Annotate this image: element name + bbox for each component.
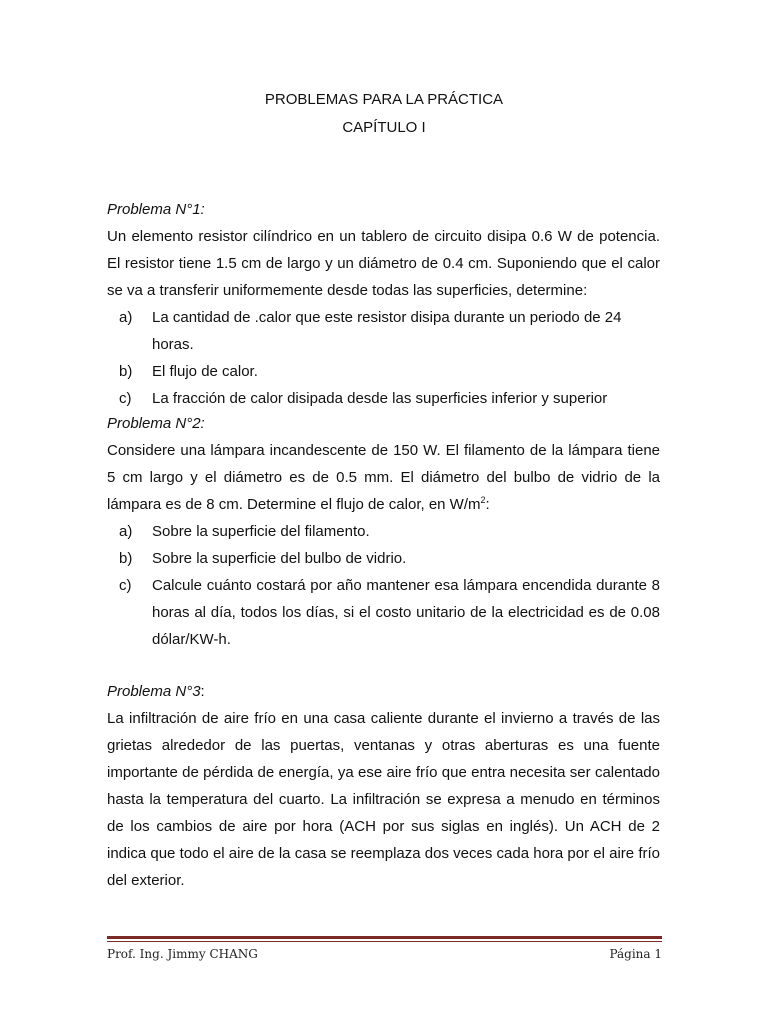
document-title: PROBLEMAS PARA LA PRÁCTICA	[264, 91, 504, 108]
list-item-text: Sobre la superficie del bulbo de vidrio.	[152, 550, 407, 567]
list-item	[107, 358, 660, 385]
list-item	[107, 304, 660, 358]
problem-2	[107, 410, 660, 653]
footer-author: Prof. Ing. Jimmy CHANG	[107, 947, 258, 961]
page-number: Página 1	[609, 947, 662, 961]
list-item-label: a)	[119, 309, 133, 326]
list-item	[107, 518, 660, 545]
problem-1-list	[107, 304, 660, 412]
problem-2-statement-text: Considere una lámpara incandescente de 150 W. El filamento de la lámpara tiene 5 cm largo y el diámetro es de 0.5 mm. El diámetro del bulbo de vidrio de la lámpara es de 8 cm. Determine el flujo de calor, en W/m	[107, 442, 660, 513]
list-item	[107, 572, 660, 653]
problem-2-statement-end: :	[485, 496, 490, 513]
list-item-text: Calcule cuánto costará por año mantener esa lámpara encendida durante 8 horas al día, todos los días, si el costo unitario de la electricidad es de 0.08 dólar/KW-h.	[152, 577, 660, 648]
problem-2-title: Problema N°2:	[107, 415, 205, 432]
footer-row	[107, 947, 662, 961]
list-item-label: b)	[119, 363, 133, 380]
problem-1-title: Problema N°1:	[107, 201, 205, 218]
problem-2-list	[107, 518, 660, 653]
list-item-label: a)	[119, 523, 133, 540]
list-item-text: La fracción de calor disipada desde las superficies inferior y superior	[152, 390, 608, 407]
list-item-text: Sobre la superficie del filamento.	[152, 523, 370, 540]
list-item-label: c)	[119, 390, 132, 407]
problem-1	[107, 196, 660, 412]
unit-exponent: 2	[480, 495, 486, 505]
page-footer	[107, 936, 662, 961]
problem-3-title-row	[107, 678, 660, 705]
footer-rule-thin	[107, 941, 662, 942]
problem-1-statement: Un elemento resistor cilíndrico en un tablero de circuito disipa 0.6 W de potencia. El resistor tiene 1.5 cm de largo y un diámetro de 0.4 cm. Suponiendo que el calor se va a transferir uniformemente desde todas las superficies, determine:	[107, 228, 660, 299]
problem-2-statement	[107, 437, 660, 518]
list-item	[107, 385, 660, 412]
list-item	[107, 545, 660, 572]
problem-3-title-colon: :	[200, 683, 205, 700]
list-item-text: La cantidad de .calor que este resistor disipa durante un periodo de 24 horas.	[152, 309, 622, 353]
problem-3	[107, 678, 660, 894]
problem-3-title: Problema N°3	[107, 683, 201, 700]
list-item-text: El flujo de calor.	[152, 363, 258, 380]
list-item-label: b)	[119, 550, 133, 567]
problem-3-statement: La infiltración de aire frío en una casa caliente durante el invierno a través de las grietas alrededor de las puertas, ventanas y otras aberturas es una fuente importante de pérdida de energía, ya ese aire frío que entra necesita ser calentado hasta la temperatura del cuarto. La infiltración se expresa a menudo en términos de los cambios de aire por hora (ACH por sus siglas en inglés). Un ACH de 2 indica que todo el aire de la casa se reemplaza dos veces cada hora por el aire frío del exterior.	[107, 710, 660, 889]
list-item-label: c)	[119, 577, 132, 594]
footer-rule-thick	[107, 936, 662, 939]
chapter-title: CAPÍTULO I	[342, 119, 426, 136]
